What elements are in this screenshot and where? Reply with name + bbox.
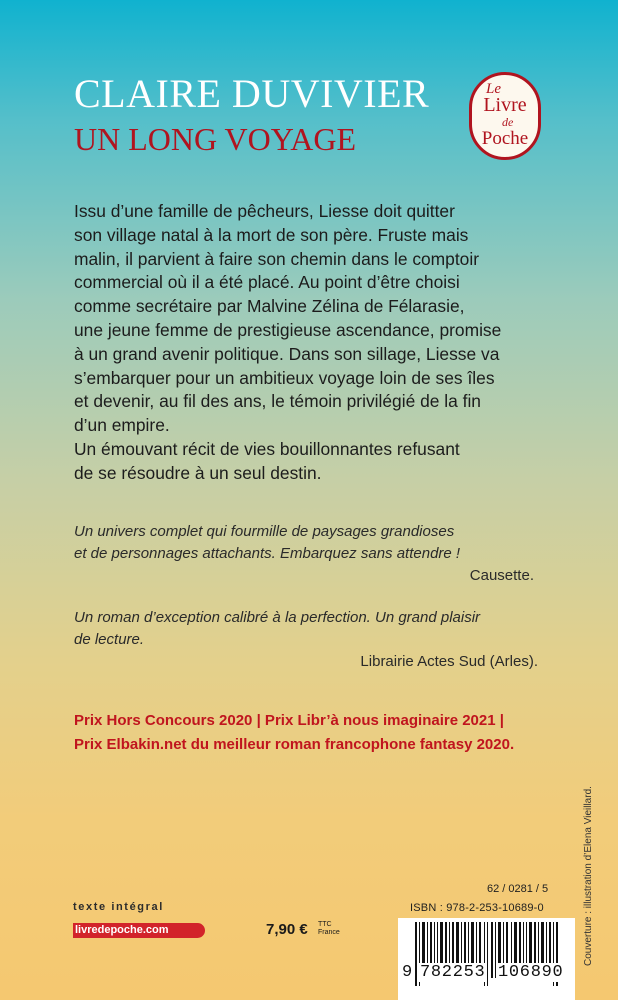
prize-line: Prix Hors Concours 2020 | Prix Libr’à nous imaginaire 2021 | [74, 712, 504, 729]
logo-poche: Poche [481, 128, 529, 149]
summary-line: et devenir, au fil des ans, le témoin privilégié de la fin [74, 391, 481, 412]
price-note-ttc: TTC [318, 921, 332, 928]
summary [74, 200, 554, 486]
summary-line: commercial où il a été placé. Au point d’être choisi [74, 272, 460, 293]
barcode-digits-left: 782253 [420, 963, 486, 982]
quote-line: Un roman d’exception calibré à la perfection. Un grand plaisir [74, 609, 481, 626]
summary-line: malin, il parvient à faire son chemin dans le comptoir [74, 248, 480, 269]
quote-line: Un univers complet qui fourmille de paysages grandioses [74, 523, 455, 540]
logo-de: de [502, 115, 514, 129]
summary-line: à un grand avenir politique. Dans son sillage, Liesse va [74, 343, 500, 364]
isbn: ISBN : 978-2-253-10689-0 [410, 902, 544, 914]
review-quote [74, 521, 554, 587]
summary-line: de se résoudre à un seul destin. [74, 462, 322, 483]
book-title: UN LONG VOYAGE [74, 121, 357, 157]
publisher-logo [469, 72, 541, 160]
website-badge[interactable]: livredepoche.com [73, 923, 205, 938]
logo-livre: Livre [483, 94, 527, 116]
review-quote [74, 607, 554, 673]
prizes [74, 709, 574, 757]
summary-line: Issu d’une famille de pêcheurs, Liesse doit quitter [74, 201, 455, 221]
quote-line: et de personnages attachants. Embarquez sans attendre ! [74, 545, 461, 562]
summary-line: s’embarquer pour un ambitieux voyage loin de ses îles [74, 367, 495, 388]
price-note-france: France [318, 929, 340, 936]
logo-le: Le [486, 81, 501, 97]
barcode-digits-right: 106890 [498, 963, 564, 982]
quote-source: Causette. [469, 567, 534, 584]
author-name: CLAIRE DUVIVIER [74, 71, 430, 116]
prize-line: Prix Elbakin.net du meilleur roman francophone fantasy 2020. [74, 736, 515, 753]
barcode-bars [398, 918, 575, 1000]
price-note [318, 921, 340, 937]
quote-line: de lecture. [74, 631, 145, 648]
summary-line: son village natal à la mort de son père. Fruste mais [74, 224, 469, 245]
quote-source: Librairie Actes Sud (Arles). [360, 653, 538, 670]
summary-line: d’un empire. [74, 415, 170, 436]
texte-integral-label: texte intégral [73, 901, 164, 913]
barcode [398, 918, 575, 1000]
summary-line: Un émouvant récit de vies bouillonnantes refusant [74, 438, 460, 459]
barcode-digit-first: 9 [402, 963, 413, 982]
catalog-code: 62 / 0281 / 5 [487, 883, 549, 895]
summary-line: comme secrétaire par Malvine Zélina de Félarasie, [74, 296, 465, 317]
summary-line: une jeune femme de prestigieuse ascendance, promise [74, 319, 502, 340]
price: 7,90 € [266, 921, 308, 938]
cover-credit: Couverture : illustration d’Elena Vieillard. [583, 786, 594, 966]
